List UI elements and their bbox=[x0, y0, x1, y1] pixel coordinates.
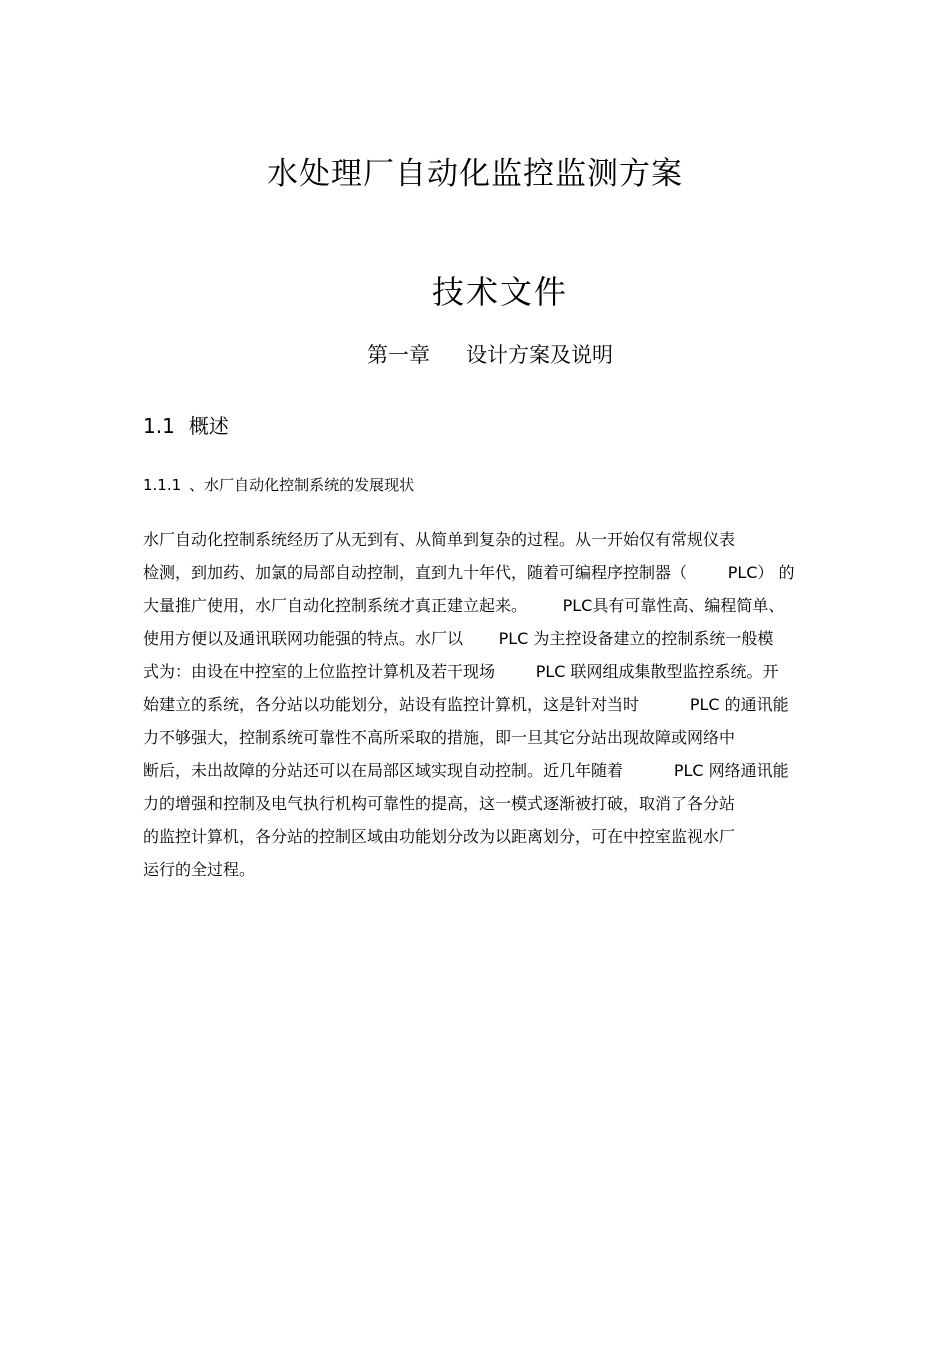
paragraph-line: 力的增强和控制及电气执行机构可靠性的提高，这一模式逐渐被打破，取消了各分站 bbox=[143, 794, 736, 813]
document-subtitle: 技术文件 bbox=[431, 273, 568, 311]
chapter-heading bbox=[0, 340, 950, 370]
section-title: 概述 bbox=[188, 414, 229, 438]
subsection-title: 、水厂自动化控制系统的发展现状 bbox=[189, 476, 415, 494]
paragraph-line: 水厂自动化控制系统经历了从无到有、从简单到复杂的过程。从一开始仅有常规仪表 bbox=[143, 530, 736, 549]
paragraph-line: 始建立的系统，各分站以功能划分，站设有监控计算机，这是针对当时 PLC 的通讯能 bbox=[143, 695, 789, 714]
section-number: 1.1 bbox=[143, 414, 175, 438]
paragraph-line: 使用方便以及通讯联网功能强的特点。水厂以 PLC 为主控设备建立的控制系统一般模 bbox=[143, 629, 774, 648]
paragraph-line: 的监控计算机，各分站的控制区域由功能划分改为以距离划分，可在中控室监视水厂 bbox=[143, 827, 736, 846]
paragraph-line: 检测，到加药、加氯的局部自动控制，直到九十年代，随着可编程序控制器（ PLC） 的 bbox=[143, 563, 795, 582]
chapter-number: 第一章 bbox=[367, 343, 430, 367]
paragraph-line: 式为：由设在中控室的上位监控计算机及若干现场 PLC 联网组成集散型监控系统。开 bbox=[143, 662, 779, 681]
paragraph-line: 大量推广使用，水厂自动化控制系统才真正建立起来。 PLC具有可靠性高、编程简单、 bbox=[143, 596, 785, 615]
section-heading bbox=[143, 412, 229, 440]
body-paragraph bbox=[143, 523, 863, 886]
paragraph-line: 运行的全过程。 bbox=[143, 860, 256, 879]
paragraph-line: 力不够强大，控制系统可靠性不高所采取的措施，即一旦其它分站出现故障或网络中 bbox=[143, 728, 736, 747]
document-title: 水处理厂自动化监控监测方案 bbox=[267, 156, 683, 192]
subsection-heading bbox=[143, 474, 414, 496]
subsection-number: 1.1.1 bbox=[143, 476, 182, 494]
paragraph-line: 断后，未出故障的分站还可以在局部区域实现自动控制。近几年随着 PLC 网络通讯能 bbox=[143, 761, 789, 780]
chapter-title: 设计方案及说明 bbox=[466, 343, 613, 367]
